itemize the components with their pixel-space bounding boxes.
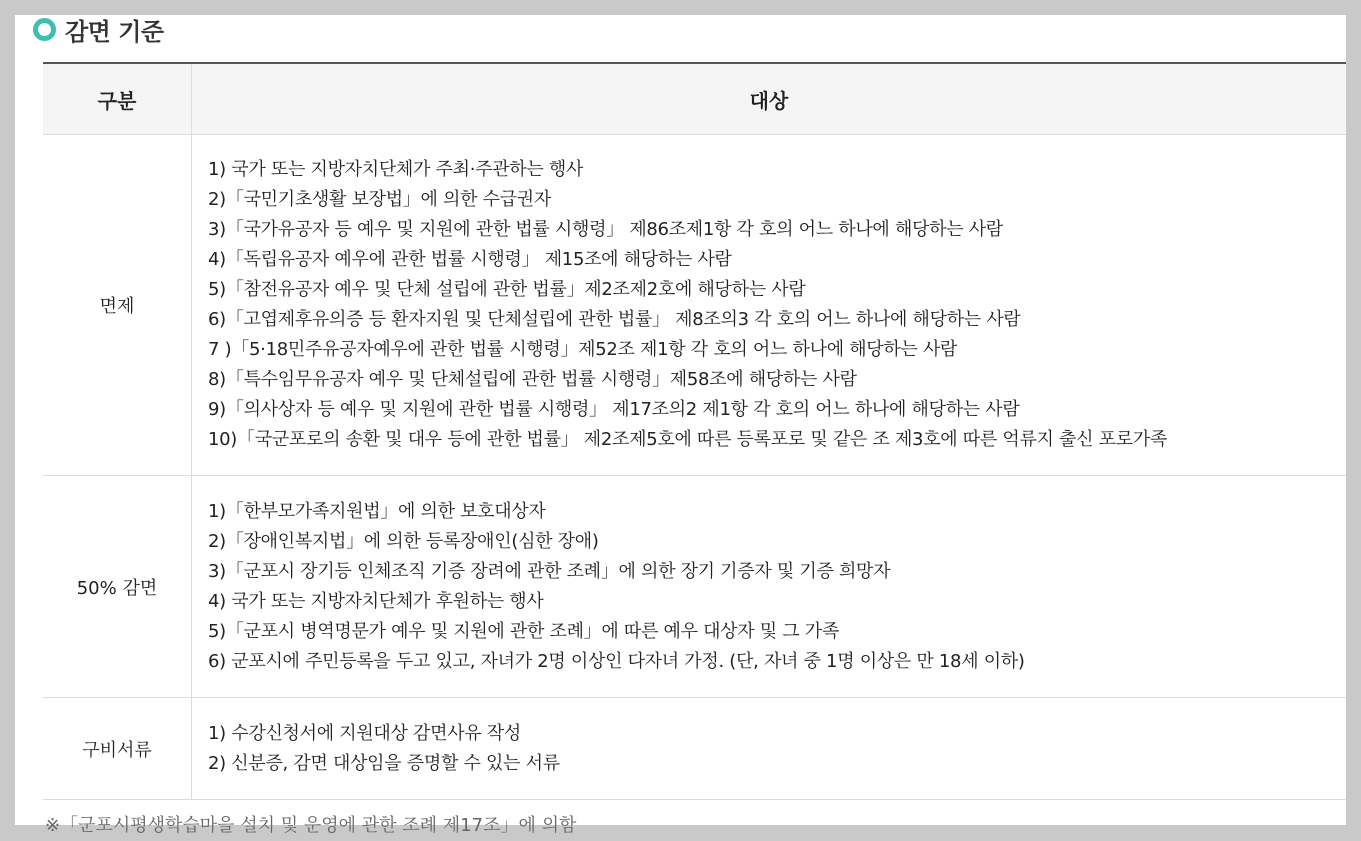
list-item: 8)「특수임무유공자 예우 및 단체설립에 관한 법률 시행령」제58조에 해당하는 사람 (208, 369, 857, 390)
list-item: 7 )「5·18민주유공자예우에 관한 법률 시행령」제52조 제1항 각 호의 어느 하나에 해당하는 사람 (208, 339, 958, 360)
list-item: 5)「참전유공자 예우 및 단체 설립에 관한 법률」제2조제2호에 해당하는 사람 (208, 279, 806, 300)
row-items (192, 698, 1347, 800)
list-item: 3)「군포시 장기등 인체조직 기증 장려에 관한 조례」에 의한 장기 기증자 및 기증 희망자 (208, 560, 891, 582)
item-list (208, 155, 1346, 455)
list-item: 3)「국가유공자 등 예우 및 지원에 관한 법률 시행령」 제86조제1항 각 호의 어느 하나에 해당하는 사람 (208, 219, 1003, 240)
list-item: 6) 군포시에 주민등록을 두고 있고, 자녀가 2명 이상인 다자녀 가정. (단, 자녀 중 1명 이상은 만 18세 이하) (208, 650, 1025, 672)
list-item: 4)「독립유공자 예우에 관한 법률 시행령」 제15조에 해당하는 사람 (208, 249, 732, 270)
reduction-criteria-table (43, 62, 1346, 800)
list-item: 1) 국가 또는 지방자치단체가 주최·주관하는 행사 (208, 159, 584, 180)
row-category: 구비서류 (43, 698, 192, 800)
list-item: 1) 수강신청서에 지원대상 감면사유 작성 (208, 722, 521, 744)
list-item: 4) 국가 또는 지방자치단체가 후원하는 행사 (208, 590, 544, 612)
list-item: 1)「한부모가족지원법」에 의한 보호대상자 (208, 500, 546, 522)
list-item: 5)「군포시 병역명문가 예우 및 지원에 관한 조례」에 따른 예우 대상자 및 그 가족 (208, 620, 839, 642)
list-item: 2)「국민기초생활 보장법」에 의한 수급권자 (208, 189, 551, 210)
header-target: 대상 (192, 63, 1347, 135)
row-items (192, 135, 1347, 476)
row-category: 50% 감면 (43, 476, 192, 698)
table-row (43, 476, 1346, 698)
list-item: 10)「국군포로의 송환 및 대우 등에 관한 법률」 제2조제5호에 따른 등록포로 및 같은 조 제3호에 따른 억류지 출신 포로가족 (208, 429, 1168, 450)
list-item: 2) 신분증, 감면 대상임을 증명할 수 있는 서류 (208, 752, 560, 774)
table-header-row (43, 63, 1346, 135)
footnote: ※「군포시평생학습마을 설치 및 운영에 관한 조례 제17조」에 의함 (45, 815, 577, 836)
header-category: 구분 (43, 63, 192, 135)
section-heading (33, 15, 164, 46)
section-title: 감면 기준 (65, 17, 164, 46)
item-list (208, 497, 1346, 677)
table-row (43, 698, 1346, 800)
list-item: 6)「고엽제후유의증 등 환자지원 및 단체설립에 관한 법률」 제8조의3 각 호의 어느 하나에 해당하는 사람 (208, 309, 1021, 330)
item-list (208, 719, 1346, 779)
content-card (15, 15, 1346, 836)
row-category: 면제 (43, 135, 192, 476)
ring-bullet-icon (33, 18, 56, 41)
list-item: 2)「장애인복지법」에 의한 등록장애인(심한 장애) (208, 530, 599, 552)
list-item: 9)「의사상자 등 예우 및 지원에 관한 법률 시행령」 제17조의2 제1항 각 호의 어느 하나에 해당하는 사람 (208, 399, 1020, 420)
row-items (192, 476, 1347, 698)
table-row (43, 135, 1346, 476)
